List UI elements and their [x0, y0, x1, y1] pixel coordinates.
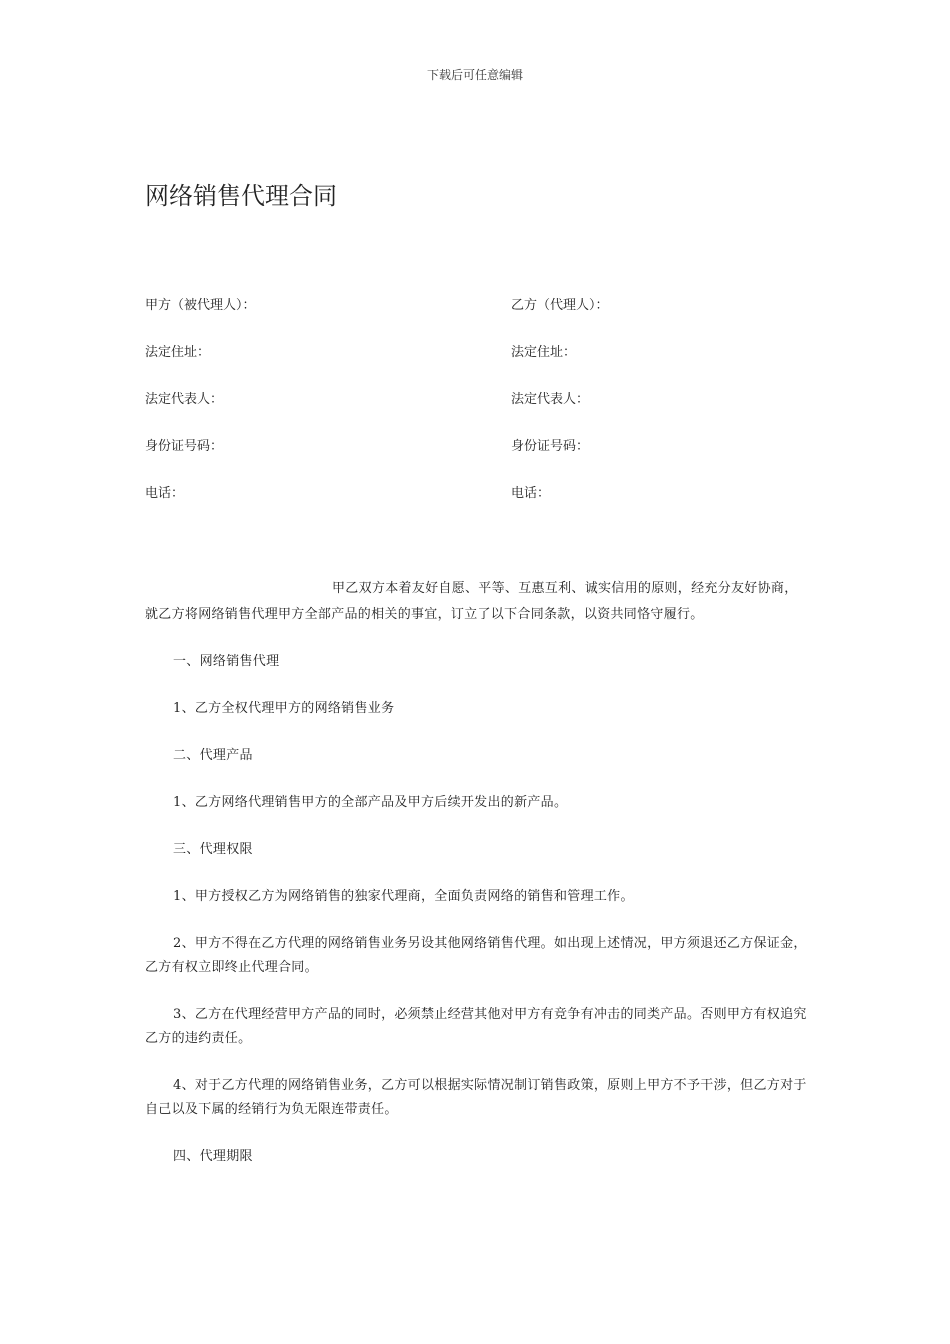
clause-paragraph: 1、甲方授权乙方为网络销售的独家代理商，全面负责网络的销售和管理工作。 — [173, 889, 634, 904]
party-info-grid — [145, 294, 845, 529]
clauses-section — [145, 650, 810, 1192]
party-a-representative-label: 法定代表人： — [145, 392, 224, 407]
party-a-label: 甲方（被代理人）： — [145, 298, 256, 313]
party-b-representative-label: 法定代表人： — [511, 392, 590, 407]
clause-paragraph: 1、乙方网络代理销售甲方的全部产品及甲方后续开发出的新产品。 — [173, 795, 568, 810]
document-title: 网络销售代理合同 — [145, 182, 337, 210]
party-b-id-label: 身份证号码： — [511, 439, 590, 454]
header-note: 下载后可任意编辑 — [426, 68, 523, 82]
party-row — [145, 294, 845, 341]
party-row — [145, 388, 845, 435]
section-heading: 四、代理期限 — [173, 1149, 253, 1164]
party-a-address-label: 法定住址： — [145, 345, 211, 360]
party-b-label: 乙方（代理人）： — [511, 298, 609, 313]
party-a-phone-label: 电话： — [145, 486, 185, 501]
party-b-address-label: 法定住址： — [511, 345, 577, 360]
party-b-phone-label: 电话： — [511, 486, 551, 501]
section-heading: 二、代理产品 — [173, 748, 253, 763]
section-heading: 三、代理权限 — [173, 842, 253, 857]
clause-paragraph: 4、对于乙方代理的网络销售业务，乙方可以根据实际情况制订销售政策，原则上甲方不予干涉，但乙方对于自己以及下属的经销行为负无限连带责任。 — [145, 1078, 807, 1117]
intro-paragraph: 甲乙双方本着友好自愿、平等、互惠互利、诚实信用的原则，经充分友好协商，就乙方将网络销售代理甲方全部产品的相关的事宜，订立了以下合同条款，以资共同恪守履行。 — [145, 581, 798, 622]
party-row — [145, 341, 845, 388]
party-a-id-label: 身份证号码： — [145, 439, 224, 454]
clause-paragraph: 2、甲方不得在乙方代理的网络销售业务另设其他网络销售代理。如出现上述情况，甲方须退还乙方保证金，乙方有权立即终止代理合同。 — [145, 936, 807, 975]
section-heading: 一、网络销售代理 — [173, 654, 280, 669]
clause-paragraph: 3、乙方在代理经营甲方产品的同时，必须禁止经营其他对甲方有竞争有冲击的同类产品。否则甲方有权追究乙方的违约责任。 — [145, 1007, 807, 1046]
clause-paragraph: 1、乙方全权代理甲方的网络销售业务 — [173, 701, 395, 716]
party-row — [145, 435, 845, 482]
party-row — [145, 482, 845, 529]
